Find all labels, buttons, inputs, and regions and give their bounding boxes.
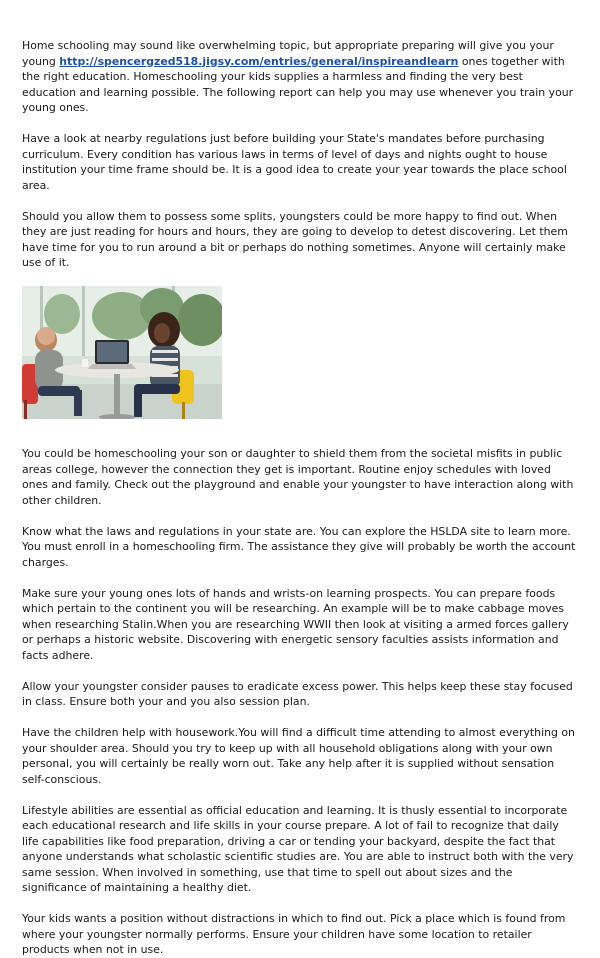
paragraph-intro	[22, 38, 578, 116]
paragraph-life-skills: Lifestyle abilities are essential as official education and learning. It is thusly essential to incorporate each educational research and life skills in your course prepare. A lot of fail to recognize that daily life capabilities like food preparation, driving a car or tending your backyard, despite the fact that anyone understands what scholastic scientific studies are. You are able to instruct both with the very same session. When involved in something, use that time to spell out about sizes and the significance of maintaining a healthy diet.	[22, 803, 574, 894]
students-photo	[22, 286, 222, 419]
paragraph-socialization: You could be homeschooling your son or daughter to shield them from the societal misfits in public areas college, however the connection they get is important. Routine enjoy schedules with loved ones and family. Check out the playground and enable your youngster to have interaction along with other children.	[22, 447, 574, 507]
intro-text-before: Home schooling may sound like overwhelming topic, but appropriate preparing will give you your young	[22, 39, 554, 68]
paragraph-study-place: Your kids wants a position without distractions in which to find out. Pick a place which is found from where your youngster normally performs. Ensure your children have some location to retailer products when not in use.	[22, 912, 566, 956]
article-link[interactable]: http://spencergzed518.jigsy.com/entries/general/inspireandlearn	[59, 54, 459, 68]
paragraph-pauses: Allow your youngster consider pauses to eradicate excess power. This helps keep these stay focused in class. Ensure both your and you also session plan.	[22, 679, 573, 708]
paragraph-hands-on: Make sure your young ones lots of hands and wrists-on learning prospects. You can prepare foods which pertain to the continent you will be researching. An example will be to make cabbage moves when researching Stalin.When you are researching WWII then look at visiting a armed forces gallery or perhaps a historic website. Discovering with energetic sensory faculties assists information and facts adhere.	[22, 586, 569, 662]
paragraph-housework: Have the children help with housework.You will find a difficult time attending to almost everything on your shoulder area. Should you try to keep up with all household obligations along with your own personal, you will certainly be really worn out. Take any help after it is supplied without sensation self-conscious.	[22, 726, 575, 786]
paragraph-laws: Know what the laws and regulations in your state are. You can explore the HSLDA site to learn more. You must enroll in a homeschooling firm. The assistance they give will probably be worth the account charges.	[22, 524, 576, 569]
paragraph-regulations: Have a look at nearby regulations just before building your State's mandates before purchasing curriculum. Every condition has various laws in terms of level of days and nights ought to house institution your time frame should be. It is a good idea to create your year towards the place school area.	[22, 132, 567, 192]
intro-text-after: ones together with the right education. Homeschooling your kids supplies a harmless and finding the very best education and learning possible. The following report can help you may use whenever you train your young ones.	[22, 54, 574, 114]
paragraph-breaks: Should you allow them to possess some splits, youngsters could be more happy to find out. When they are just reading for hours and hours, they are going to develop to detest discovering. Let them have time for you to run around a bit or perhaps do nothing sometimes. Anyone will certainly make use of it.	[22, 209, 568, 269]
